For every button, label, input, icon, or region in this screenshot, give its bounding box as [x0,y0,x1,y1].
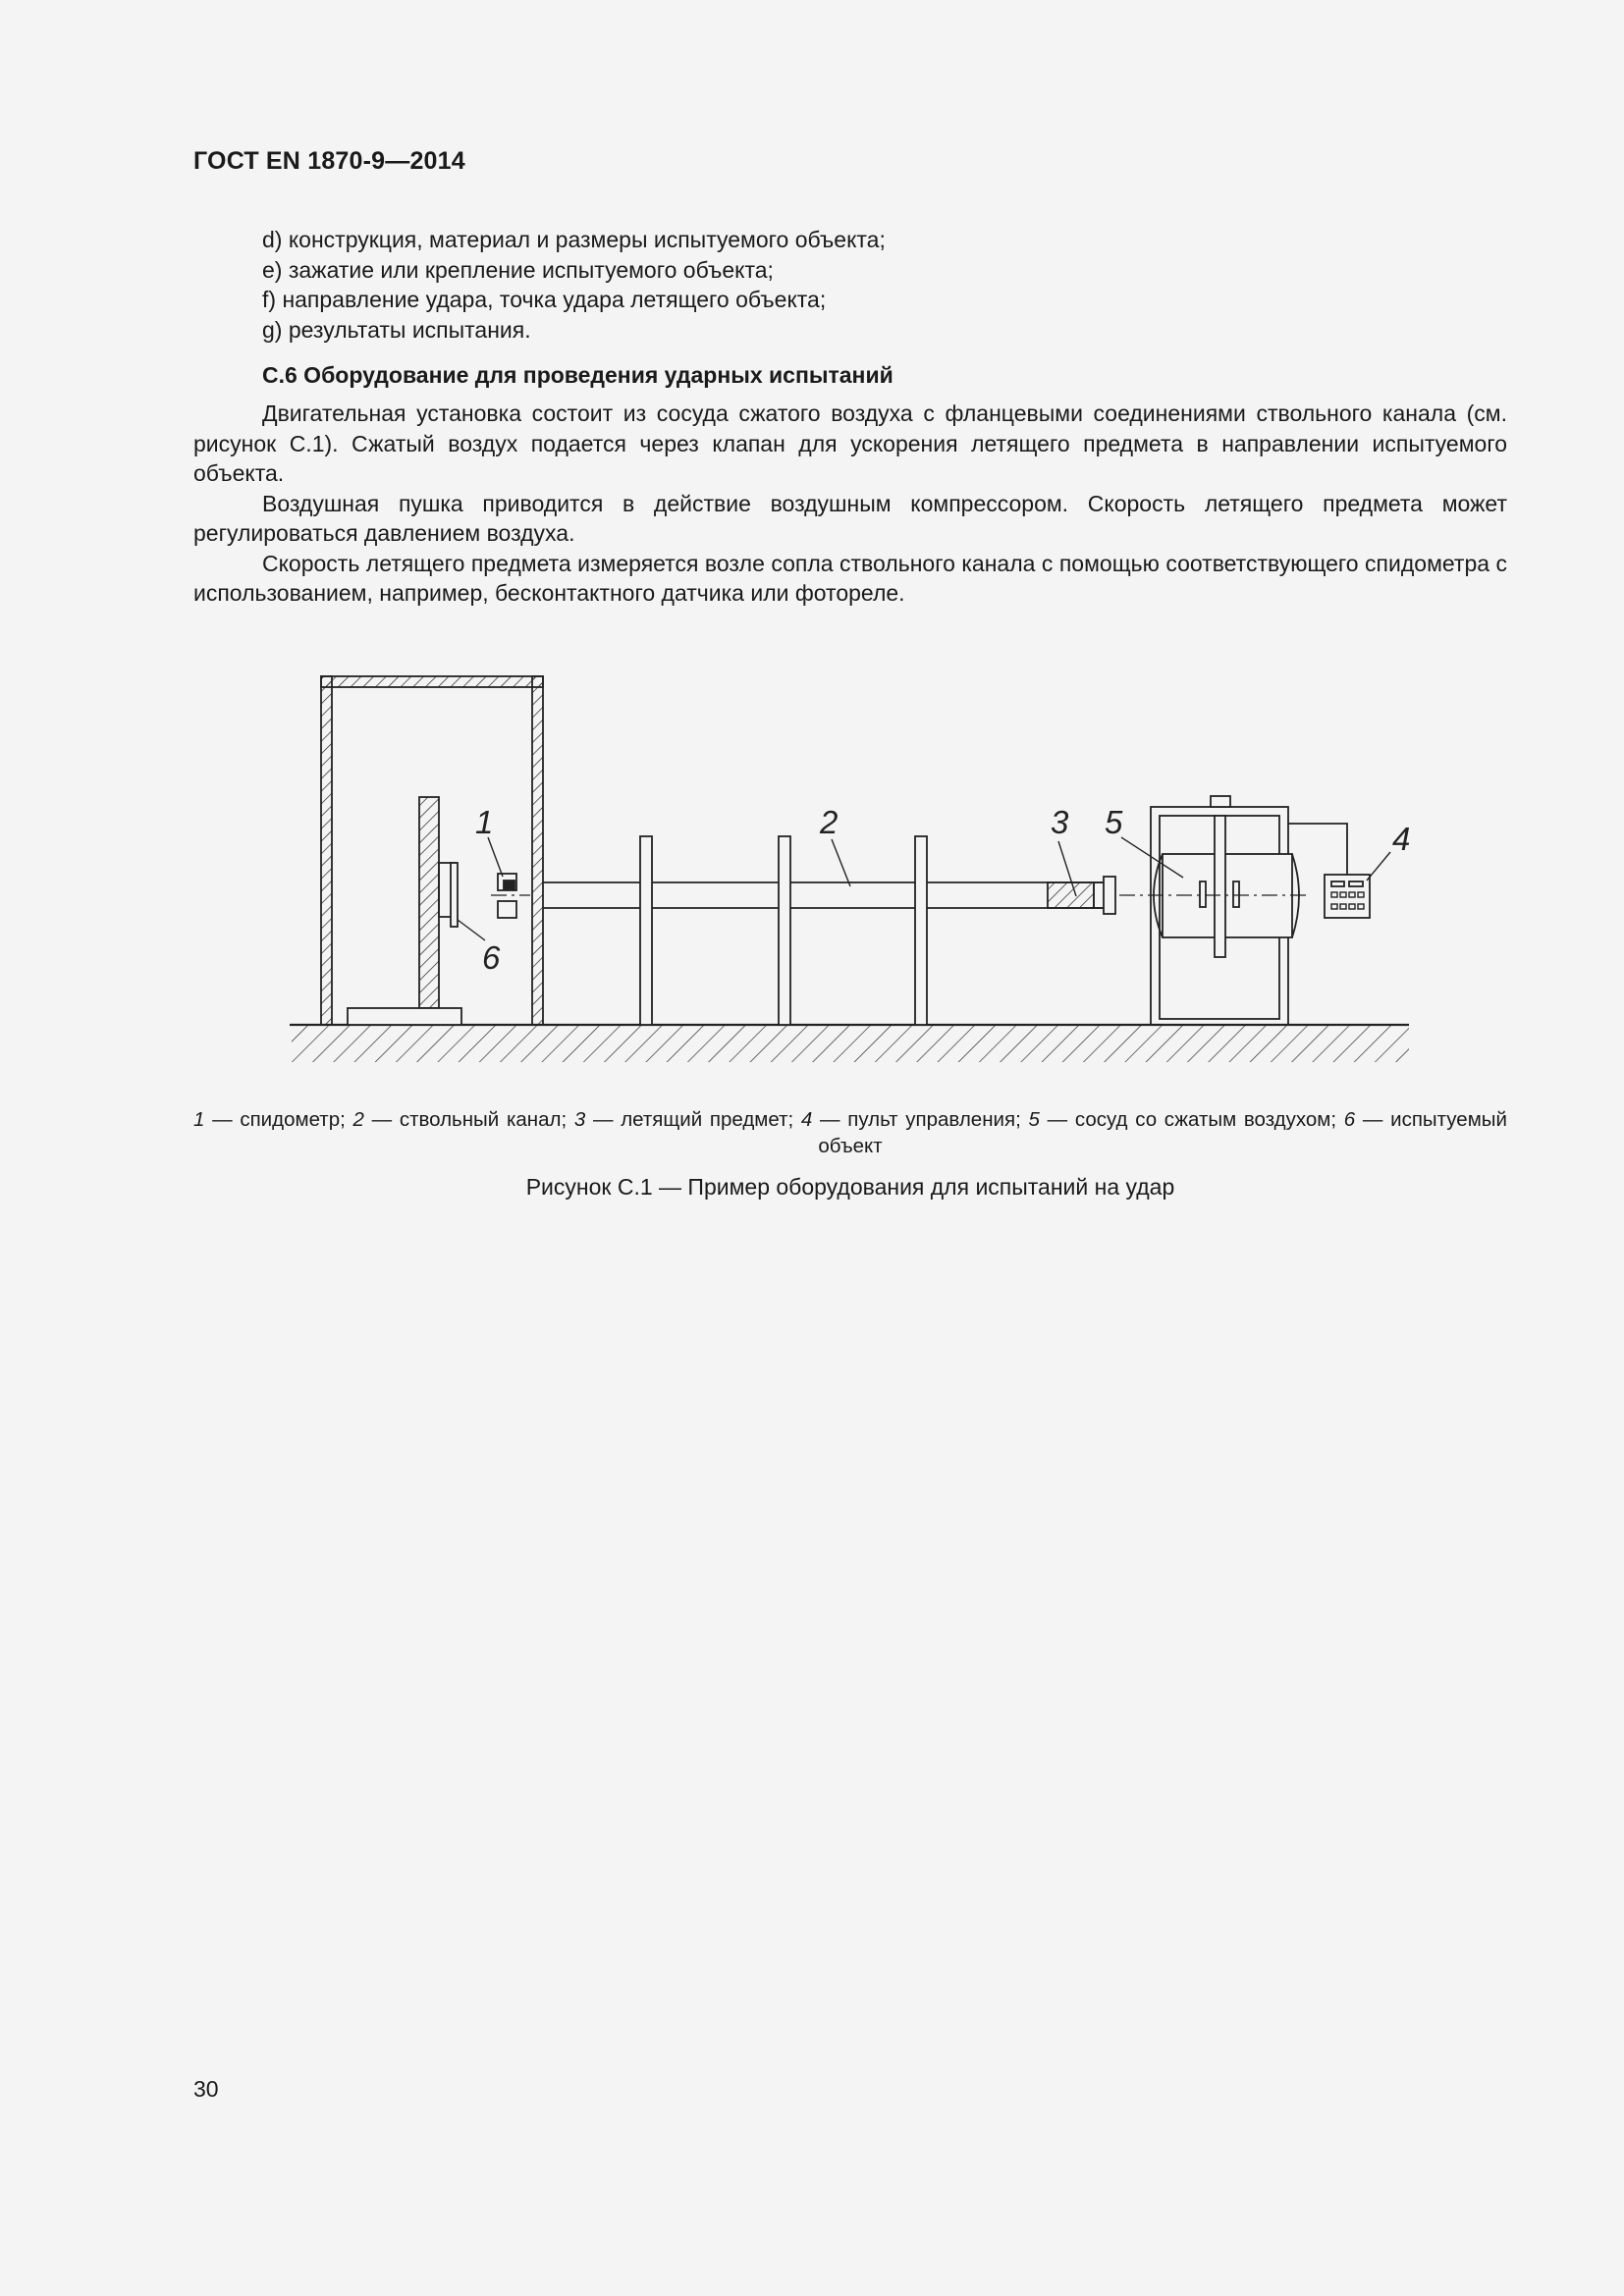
section-title: С.6 Оборудование для проведения ударных испытаний [262,362,893,388]
figure-label-6: 6 [482,939,501,976]
list-item: f) направление удара, точка удара летящего объекта; [262,287,827,312]
legend-text: — ствольный канал; [363,1108,574,1131]
control-panel [1288,824,1370,918]
figure-label-2: 2 [820,804,839,840]
legend-number: 4 [800,1108,813,1131]
paragraph: Скорость летящего предмета измеряется возле сопла ствольного канала с помощью соответствующего спидометра с использованием, например, бесконтактного датчика или фотореле. [193,550,1507,606]
legend-text: — сосуд со сжатым воздухом; [1039,1108,1344,1131]
figure-drawing [285,667,1424,1080]
legend-number: 3 [573,1108,586,1131]
figure-label-3: 3 [1051,804,1069,840]
barrel-supports [640,836,927,1025]
barrel [543,877,1115,914]
test-object-stand [348,797,461,1025]
legend-number: 5 [1028,1108,1040,1131]
legend-text: — испытуемый объект [818,1108,1507,1157]
legend-number: 6 [1343,1108,1356,1131]
ground-hatch [290,1025,1409,1062]
figure-label-4: 4 [1392,821,1411,857]
legend-number: 1 [193,1108,205,1131]
legend-number: 2 [352,1108,364,1131]
legend-text: — пульт управления; [812,1108,1029,1131]
body-text [193,399,1507,609]
figure-legend [193,1106,1507,1159]
figure-caption: Рисунок С.1 — Пример оборудования для испытаний на удар [525,1174,1175,1200]
list-item: d) конструкция, материал и размеры испытуемого объекта; [262,227,886,252]
list-item: g) результаты испытания. [262,316,531,343]
document-header: ГОСТ EN 1870-9—2014 [193,147,465,175]
legend-text: — летящий предмет; [585,1108,801,1131]
list [262,225,886,345]
speedometer [491,874,530,918]
list-item: е) зажатие или крепление испытуемого объекта; [262,256,774,283]
paragraph: Двигательная установка состоит из сосуда сжатого воздуха с фланцевыми соединениями ствольного канала (см. рисунок С.1). Сжатый воздух подается через клапан для ускорения летящего предмета в направлении испытуемого объекта. [193,400,1507,486]
figure-label-5: 5 [1105,804,1123,840]
page-number: 30 [193,2076,219,2102]
legend-text: — спидометр; [204,1108,353,1131]
figure-label-1: 1 [475,804,494,840]
paragraph: Воздушная пушка приводится в действие воздушным компрессором. Скорость летящего предмета может регулироваться давлением воздуха. [193,490,1507,546]
pressure-vessel [1119,796,1306,1025]
